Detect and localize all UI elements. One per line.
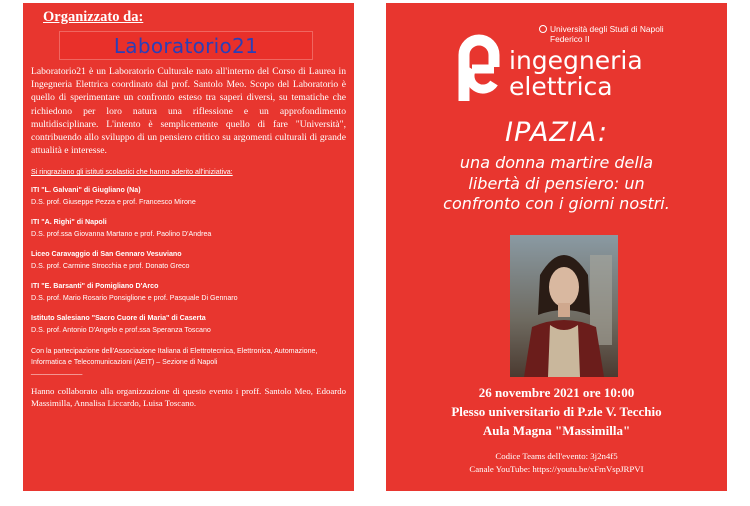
right-flyer-panel bbox=[386, 3, 727, 491]
collaborators-text: Hanno collaborato alla organizzazione di questo evento i proff. Santolo Meo, Edoardo Massimilla, Annalisa Liccardo, Luisa Toscano. bbox=[31, 386, 346, 409]
school-entry bbox=[31, 185, 346, 208]
divider-line: _____________ bbox=[31, 367, 83, 376]
school-entry bbox=[31, 313, 346, 336]
teams-code: Codice Teams dell'evento: 3j2n4f5 bbox=[495, 451, 618, 461]
school-staff: D.S. prof. Carmine Strocchia e prof. Donato Greco bbox=[31, 261, 190, 270]
school-staff: D.S. prof.ssa Giovanna Martano e prof. Paolino D'Andrea bbox=[31, 229, 212, 238]
university-name bbox=[539, 25, 664, 44]
department-line1: ingegneria bbox=[509, 46, 643, 75]
event-title: IPAZIA: bbox=[505, 117, 608, 148]
school-name: ITI "E. Barsanti" di Pomigliano D'Arco bbox=[31, 282, 159, 291]
thanks-heading: Si ringraziano gli istituti scolastici che hanno aderito all'iniziativa: bbox=[31, 168, 233, 177]
subtitle-line: una donna martire della bbox=[459, 153, 654, 172]
ingegneria-e-logo-icon bbox=[454, 25, 504, 103]
university-line1: Università degli Studi di Napoli bbox=[550, 24, 664, 34]
university-seal-icon bbox=[539, 25, 547, 33]
school-staff: D.S. prof. Antonio D'Angelo e prof.ssa Speranza Toscano bbox=[31, 325, 211, 334]
school-name: ITI "A. Righi" di Napoli bbox=[31, 218, 107, 227]
event-details bbox=[386, 383, 727, 440]
event-room: Aula Magna "Massimilla" bbox=[482, 423, 631, 438]
event-date: 26 novembre 2021 ore 10:00 bbox=[478, 385, 635, 400]
lab-name: Laboratorio21 bbox=[113, 33, 259, 58]
partners-text: Con la partecipazione dell'Associazione Italiana di Elettrotecnica, Elettronica, Automazione, Informatica e Telecomunicazioni (AEIT) – Sezione di Napoli bbox=[31, 347, 318, 366]
youtube-link[interactable]: Canale YouTube: https://youtu.be/xFmVspJRPVI bbox=[469, 464, 644, 474]
left-flyer-panel bbox=[23, 3, 354, 491]
school-name: Liceo Caravaggio di San Gennaro Vesuviano bbox=[31, 250, 182, 259]
school-staff: D.S. prof. Mario Rosario Ponsiglione e prof. Pasquale Di Gennaro bbox=[31, 293, 238, 302]
school-entry bbox=[31, 249, 346, 272]
school-entry bbox=[31, 217, 346, 240]
lab-name-box bbox=[59, 31, 313, 60]
university-line2: Federico II bbox=[550, 33, 590, 44]
department-line2: elettrica bbox=[509, 72, 613, 101]
organized-by-heading: Organizzato da: bbox=[43, 9, 144, 25]
online-info bbox=[386, 450, 727, 476]
woman-portrait-photo bbox=[510, 235, 618, 377]
event-subtitle bbox=[386, 153, 727, 215]
school-name: Istituto Salesiano "Sacro Cuore di Maria" di Caserta bbox=[31, 314, 206, 323]
subtitle-line: libertà di pensiero: un bbox=[468, 173, 645, 193]
lab-description: Laboratorio21 è un Laboratorio Culturale nato all'interno del Corso di Laurea in Ingegneria Elettrica coordinato dal prof. Santolo Meo. Scopo del Laboratorio è quello di sperimentare un confronto esteso tra saperi diversi, su tematiche che richiedono per loro natura una riflessione e un approfondimento multidisciplinare. L'intento è semplicemente quello di fare "Università", contribuendo allo sviluppo di un pensiero critico su argomenti culturali di grande attualità e interesse. bbox=[31, 66, 346, 157]
school-name: ITI "L. Galvani" di Giugliano (Na) bbox=[31, 186, 141, 195]
school-staff: D.S. prof. Giuseppe Pezza e prof. Francesco Mirone bbox=[31, 197, 196, 206]
event-venue: Plesso universitario di P.zle V. Tecchio bbox=[451, 404, 662, 419]
subtitle-line: confronto con i giorni nostri. bbox=[443, 194, 670, 213]
school-entry bbox=[31, 281, 346, 304]
